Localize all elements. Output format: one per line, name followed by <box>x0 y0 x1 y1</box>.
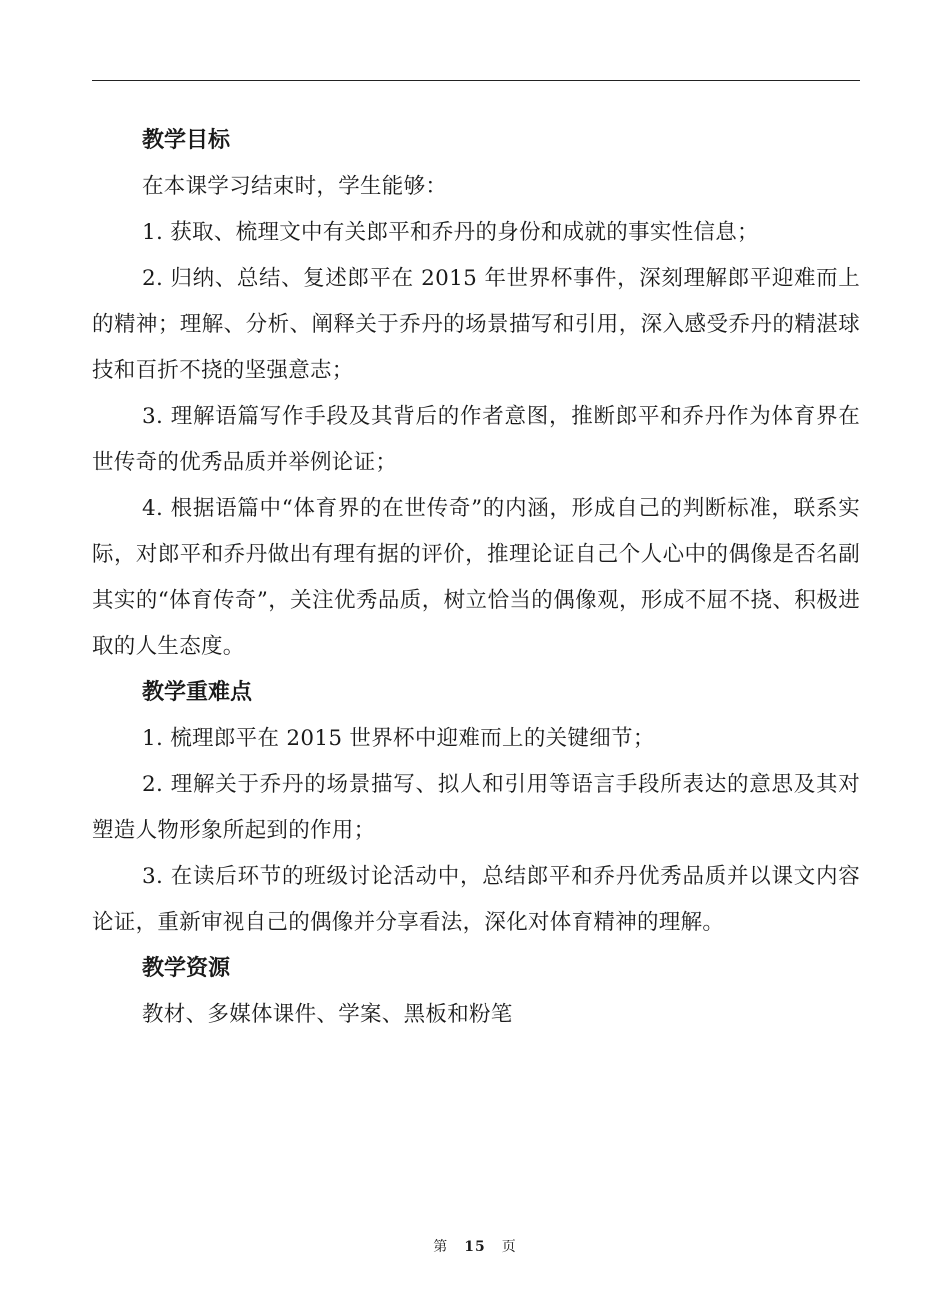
objective-item-4: 4. 根据语篇中“体育界的在世传奇”的内涵，形成自己的判断标准，联系实际，对郎平和乔丹做出有理有据的评价，推理论证自己个人心中的偶像是否名副其实的“体育传奇”，关注优秀品质，树立恰当的偶像观，形成不屈不挠、积极进取的人生态度。 <box>92 496 860 659</box>
objectives-intro: 在本课学习结束时，学生能够： <box>142 174 448 199</box>
page-number <box>0 1236 950 1256</box>
resources-heading: 教学资源 <box>142 956 231 981</box>
objective-item-3: 3. 理解语篇写作手段及其背后的作者意图，推断郎平和乔丹作为体育界在世传奇的优秀品质并举例论证； <box>92 404 860 475</box>
key-point-item-2: 2. 理解关于乔丹的场景描写、拟人和引用等语言手段所表达的意思及其对塑造人物形象所起到的作用； <box>92 772 860 843</box>
objective-item-1: 1. 获取、梳理文中有关郎平和乔丹的身份和成就的事实性信息； <box>142 220 759 245</box>
page-number-suffix: 页 <box>501 1239 517 1255</box>
resources-text: 教材、多媒体课件、学案、黑板和粉笔 <box>142 1002 513 1027</box>
objective-item-2: 2. 归纳、总结、复述郎平在 2015 年世界杯事件，深刻理解郎平迎难而上的精神；理解、分析、阐释关于乔丹的场景描写和引用，深入感受乔丹的精湛球技和百折不挠的坚强意志； <box>92 266 860 383</box>
page-number-value: 15 <box>464 1239 486 1255</box>
key-points-heading: 教学重难点 <box>142 680 253 705</box>
header-rule <box>92 80 860 81</box>
key-point-item-3: 3. 在读后环节的班级讨论活动中，总结郎平和乔丹优秀品质并以课文内容论证，重新审视自己的偶像并分享看法，深化对体育精神的理解。 <box>92 864 860 935</box>
document-body <box>92 118 860 1038</box>
key-point-item-1: 1. 梳理郎平在 2015 世界杯中迎难而上的关键细节； <box>142 726 655 751</box>
objectives-heading: 教学目标 <box>142 128 231 153</box>
page-number-prefix: 第 <box>433 1239 449 1255</box>
